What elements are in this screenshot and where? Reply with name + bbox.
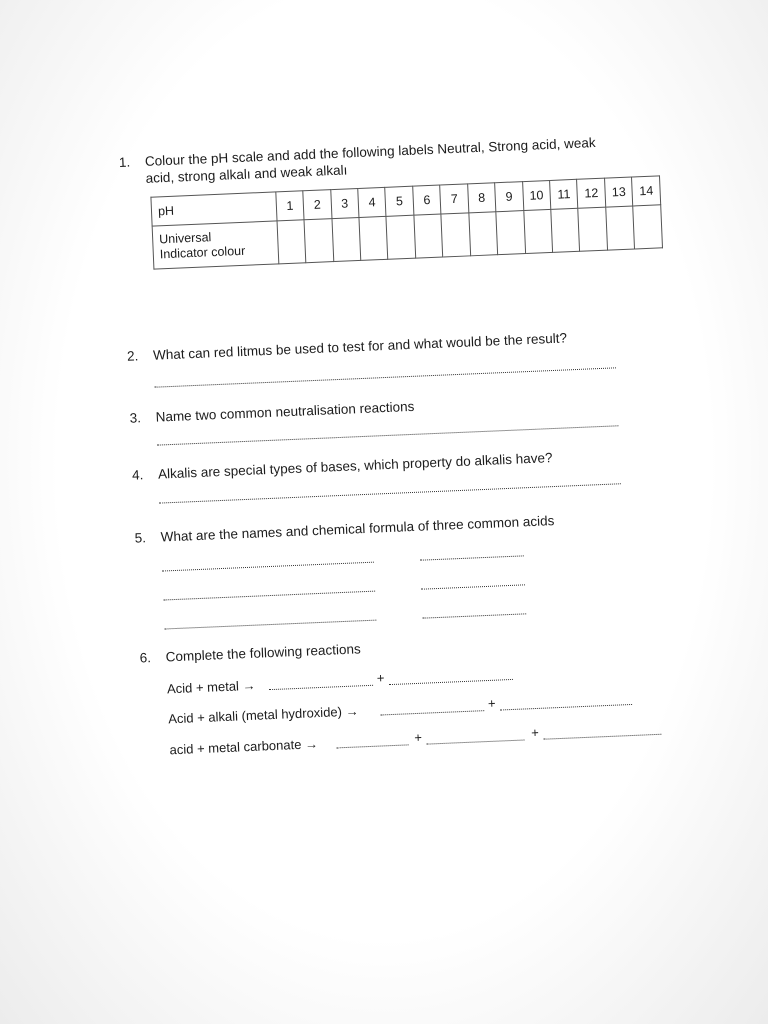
colour-cell[interactable]	[441, 213, 470, 257]
reaction-1-label: Acid + metal →	[166, 677, 256, 697]
worksheet	[118, 117, 683, 759]
ph-value-cell: 7	[440, 184, 469, 214]
question-3	[129, 398, 414, 427]
question-2	[127, 329, 568, 364]
ph-value-cell: 12	[577, 178, 606, 208]
reaction-2-label: Acid + alkali (metal hydroxide) →	[167, 703, 359, 727]
colour-cell[interactable]	[277, 220, 306, 264]
colour-cell[interactable]	[304, 219, 333, 263]
colour-cell[interactable]	[359, 216, 388, 260]
indicator-colour-label: Universal Indicator colour	[152, 221, 278, 269]
reaction-1-product-line[interactable]	[389, 679, 513, 685]
question-number: 3.	[129, 410, 142, 426]
ph-value-cell: 10	[522, 180, 551, 210]
question-1-text-line1: Colour the pH scale and add the following labels Neutral, Strong acid, weak	[144, 135, 596, 169]
question-number: 6.	[139, 650, 152, 666]
answer-line[interactable]	[157, 425, 619, 445]
answer-line[interactable]	[159, 483, 621, 503]
question-6	[139, 640, 361, 666]
question-2-text: What can red litmus be used to test for and what would be the result?	[152, 330, 568, 363]
ph-scale-table	[150, 175, 663, 269]
question-5-text: What are the names and chemical formula of three common acids	[160, 513, 555, 545]
question-number: 1.	[118, 154, 131, 170]
acid-name-line[interactable]	[164, 620, 376, 630]
question-5	[134, 512, 554, 547]
reaction-3-product-line[interactable]	[543, 734, 661, 740]
plus-sign: +	[413, 729, 423, 746]
ph-value-cell: 2	[303, 190, 332, 220]
question-number: 5.	[134, 530, 147, 546]
ph-value-cell: 4	[358, 187, 387, 217]
ph-value-cell: 1	[276, 191, 305, 221]
acid-formula-line[interactable]	[420, 555, 524, 560]
question-4	[132, 449, 553, 484]
answer-line[interactable]	[154, 367, 616, 387]
question-3-text: Name two common neutralisation reactions	[155, 398, 415, 425]
ph-value-cell: 9	[495, 182, 524, 212]
ph-value-cell: 3	[330, 189, 359, 219]
ph-value-cell: 8	[467, 183, 496, 213]
plus-sign: +	[530, 724, 540, 741]
question-number: 4.	[131, 467, 144, 483]
question-1-text-line2: acid, strong alkalı and weak alkalı	[145, 162, 348, 186]
reaction-3-product-line[interactable]	[427, 740, 525, 745]
ph-value-cell: 13	[604, 177, 633, 207]
reaction-3-label: acid + metal carbonate →	[169, 736, 319, 758]
reaction-2-product-line[interactable]	[500, 704, 632, 711]
plus-sign: +	[376, 670, 385, 686]
colour-cell[interactable]	[496, 211, 525, 255]
question-6-text: Complete the following reactions	[165, 641, 361, 665]
colour-cell[interactable]	[414, 214, 443, 258]
ph-value-cell: 14	[632, 176, 661, 206]
reaction-2-product-line[interactable]	[380, 710, 484, 715]
acid-formula-line[interactable]	[421, 584, 525, 589]
colour-cell[interactable]	[578, 207, 607, 251]
colour-cell[interactable]	[633, 205, 662, 249]
acid-formula-line[interactable]	[422, 613, 526, 618]
acid-name-line[interactable]	[163, 591, 375, 601]
reaction-1-product-line[interactable]	[269, 685, 373, 690]
colour-cell[interactable]	[523, 209, 552, 253]
colour-cell[interactable]	[551, 208, 580, 252]
colour-cell[interactable]	[332, 217, 361, 261]
question-number: 2.	[126, 348, 139, 364]
colour-cell[interactable]	[469, 212, 498, 256]
colour-cell[interactable]	[606, 206, 635, 250]
ph-value-cell: 11	[550, 179, 579, 209]
ph-value-cell: 6	[413, 185, 442, 215]
question-1	[119, 134, 597, 188]
acid-name-line[interactable]	[162, 562, 374, 572]
plus-sign: +	[487, 695, 496, 711]
ph-value-cell: 5	[385, 186, 414, 216]
ph-row-label: pH	[151, 192, 277, 226]
question-4-text: Alkalis are special types of bases, which property do alkalis have?	[157, 450, 553, 482]
reaction-3-product-line[interactable]	[337, 744, 409, 748]
colour-cell[interactable]	[386, 215, 415, 259]
